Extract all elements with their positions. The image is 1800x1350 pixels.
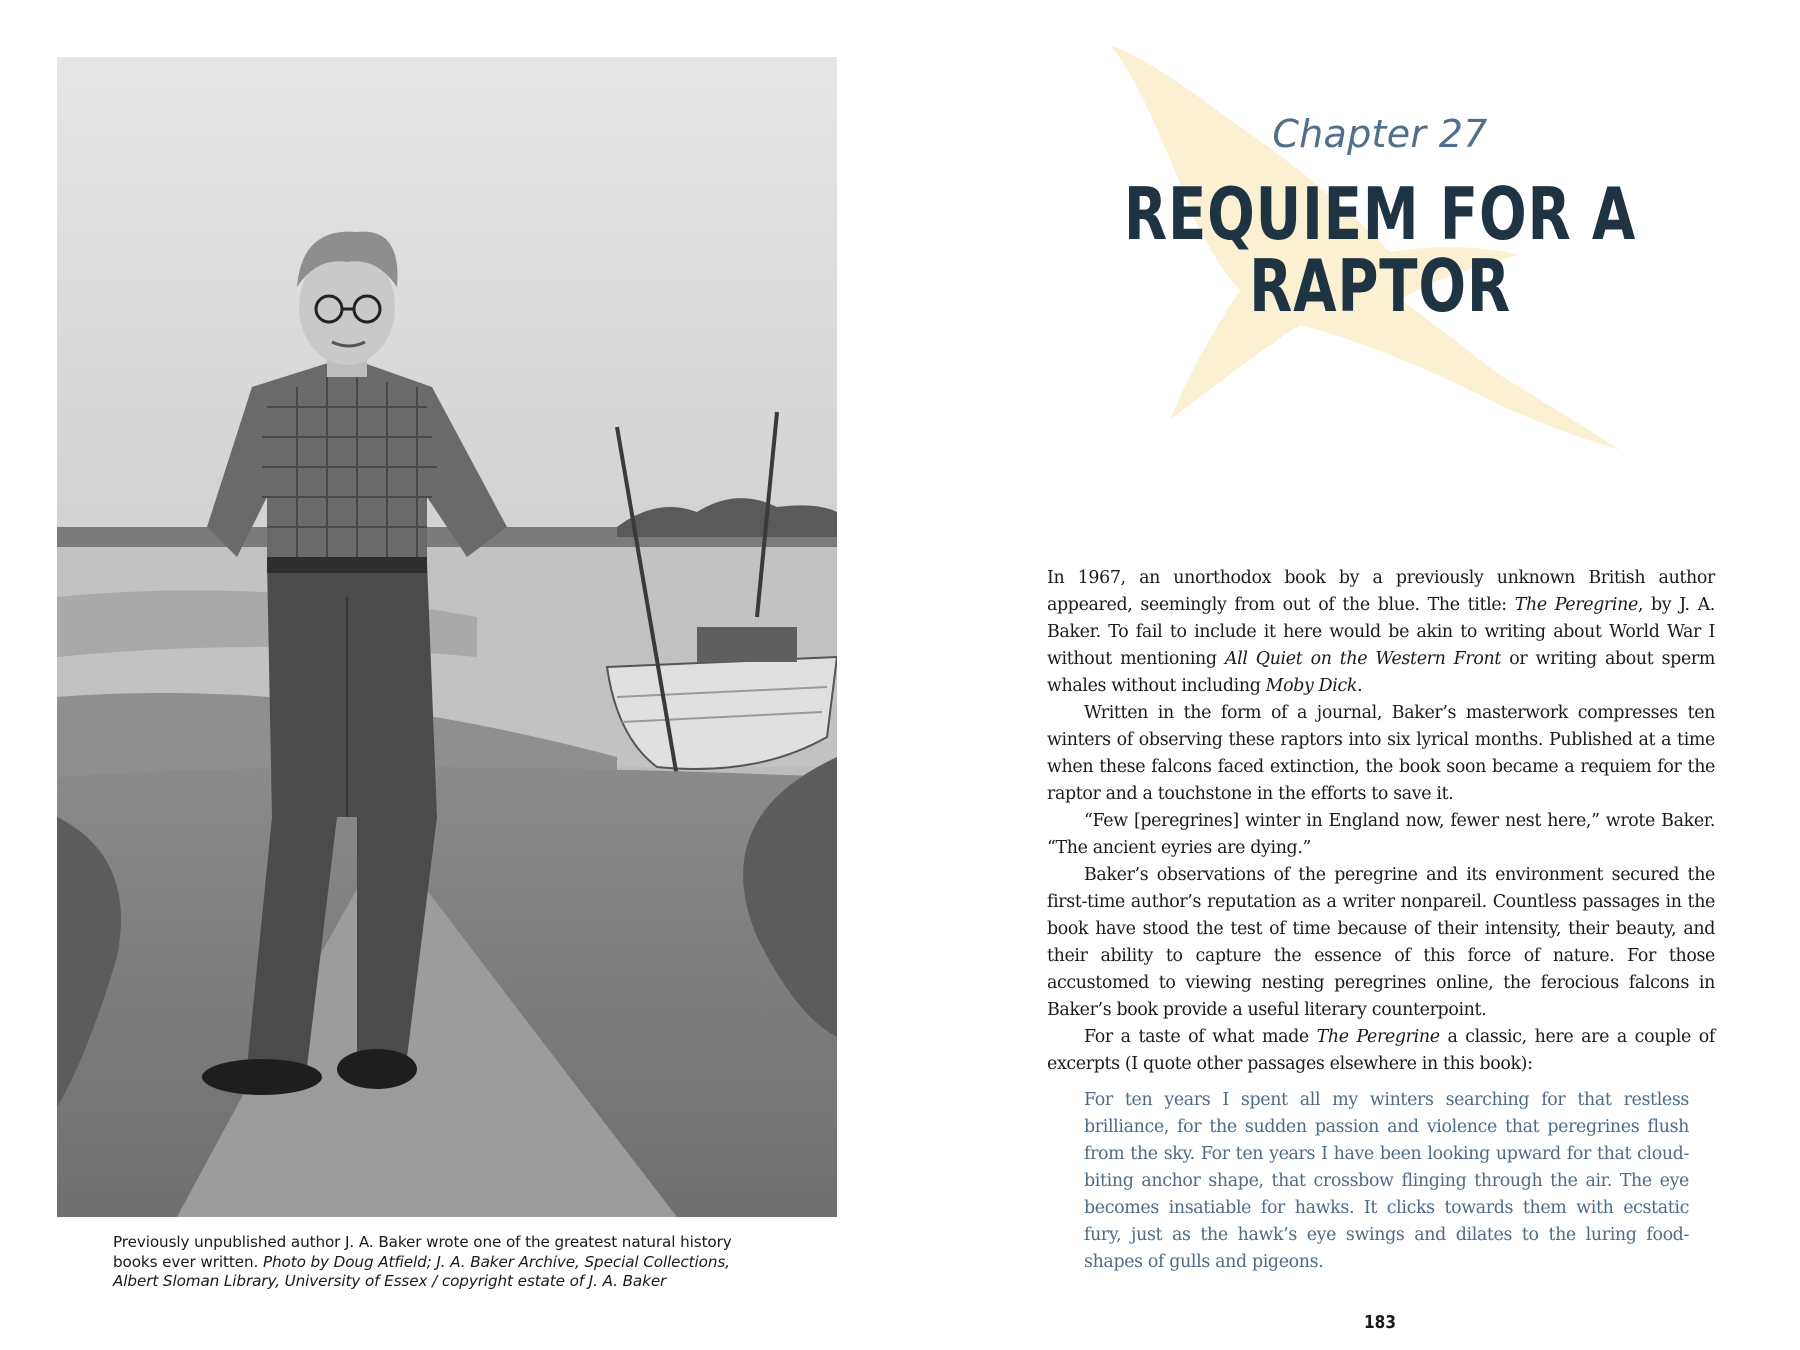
paragraph-1-text-g: . [1357, 676, 1363, 696]
author-photo-illustration [57, 57, 837, 1217]
caption-text: Previously unpublished author J. A. Baker wrote one of the greatest natural history books ever written. [113, 1233, 732, 1271]
caption-credit: Photo by Doug Atfield; J. A. Baker Archive, Special Collections, Albert Sloman Library, University of Essex / copyright estate of J. A. Baker [113, 1252, 730, 1290]
book-title-the-peregrine: The Peregrine [1514, 595, 1638, 615]
block-quote: For ten years I spent all my winters searching for that restless brilliance, for the sudden passion and violence that peregrines flush from the sky. For ten years I have been looking upward for that cloud-biting anchor shape, that crossbow flinging through the air. The eye becomes insatiable for hawks. It clicks towards them with ecstatic fury, just as the hawk’s eye swings and dilates to the luring food-shapes of gulls and pigeons. [1084, 1090, 1689, 1272]
paragraph-3: “Few [peregrines] winter in England now, fewer nest here,” wrote Baker. “The ancient eyries are dying.” [1047, 811, 1715, 858]
book-title-moby-dick: Moby Dick [1265, 676, 1358, 696]
paragraph-1-text-e: or writing about sperm whales without including [1047, 649, 1716, 696]
chapter-number: Chapter 27 [1272, 112, 1488, 156]
photo-caption [113, 1233, 773, 1292]
paragraph-5-text-a: For a taste of what made [1084, 1027, 1317, 1047]
paragraph-2: Written in the form of a journal, Baker’s masterwork compresses ten winters of observing these raptors into six lyrical months. Published at a time when these falcons faced extinction, the book soon became a requiem for the raptor and a touchstone in the efforts to save it. [1047, 703, 1715, 804]
paragraph-4: Baker’s observations of the peregrine and its environment secured the first-time author’s reputation as a writer nonpareil. Countless passages in the book have stood the test of time because of their intensity, their beauty, and their ability to capture the essence of this force of nature. For those accustomed to viewing nesting peregrines online, the ferocious falcons in Baker’s book provide a useful literary counterpoint. [1047, 865, 1715, 1020]
paragraph-1-text-a: In 1967, an unorthodox book by a previously unknown British author appeared, seemingly from out of the blue. The title: [1047, 568, 1715, 615]
book-title-all-quiet: All Quiet on the Western Front [1224, 649, 1501, 669]
paragraph-1-text-c: , by J. A. Baker. To fail to include it here would be akin to writing about World War I without mentioning [1047, 595, 1715, 669]
chapter-title: REQUIEM FOR A RAPTOR [1123, 172, 1637, 328]
chapter-body [1047, 565, 1715, 1078]
paragraph-1 [1047, 565, 1715, 700]
page-number: 183 [1364, 1312, 1396, 1333]
paragraph-5-text-c: a classic, here are a couple of excerpts (I quote other passages elsewhere in this book): [1047, 1027, 1715, 1074]
paragraph-5 [1047, 1024, 1715, 1078]
author-photo [57, 57, 837, 1217]
book-title-the-peregrine-2: The Peregrine [1316, 1027, 1440, 1047]
